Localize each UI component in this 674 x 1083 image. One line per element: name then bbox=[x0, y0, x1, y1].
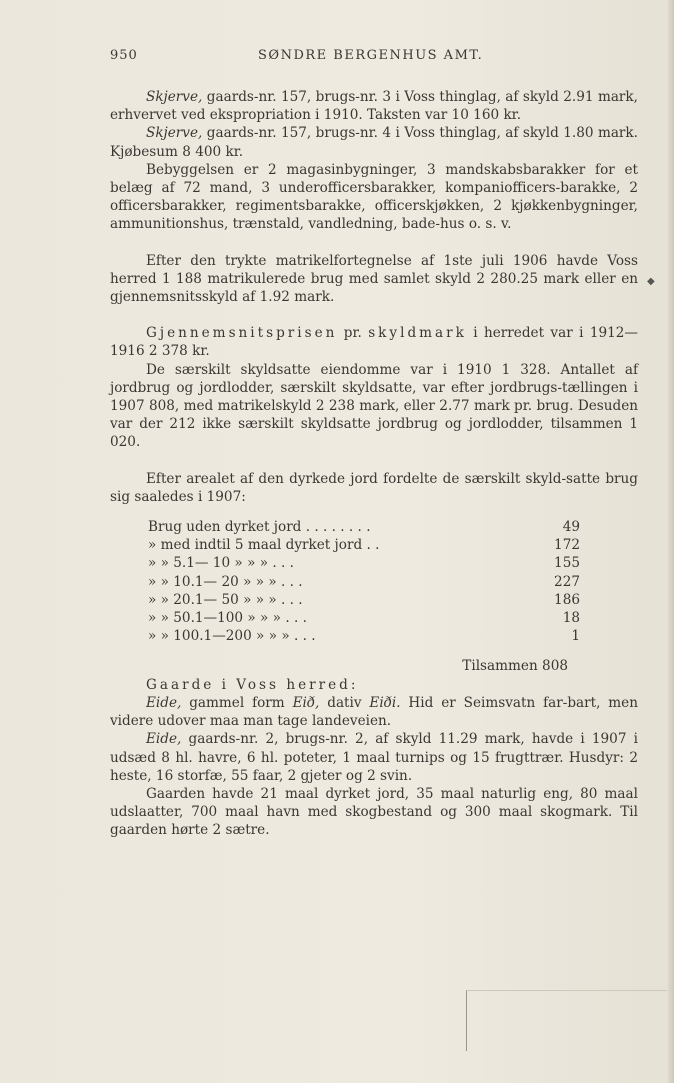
table-row bbox=[148, 609, 580, 627]
row-value: 49 bbox=[562, 519, 580, 536]
table-row bbox=[148, 518, 580, 536]
place-name: Eide, bbox=[146, 694, 182, 711]
paragraph-text: gammel form bbox=[181, 694, 293, 711]
paragraph-bebyggelse: Bebyggelsen er 2 magasinbygninger, 3 mandskabsbarakker for et belæg af 72 mand, 3 underofficersbarakker, kompaniofficers-barakke, 2 officersbarakker, regimentsbarakke, officerskjøkken, 2 kjøkkenbygninger, ammunitionshus, trænstald, vandledning, bade-hus o. s. v. bbox=[110, 161, 638, 233]
row-label: » » 50.1—100 » » » . . . bbox=[148, 610, 307, 627]
paragraph-text: gaards-nr. 157, brugs-nr. 3 i Voss thinglag, af skyld 2.91 mark, erhvervet ved ekspropriation i 1910. Taksten var 10 160 kr. bbox=[110, 89, 638, 124]
paragraph-text: gaards-nr. 157, brugs-nr. 4 i Voss thinglag, af skyld 1.80 mark. Kjøbesum 8 400 kr. bbox=[110, 125, 638, 160]
table-row bbox=[148, 591, 580, 609]
place-name: Eide, bbox=[146, 731, 182, 748]
row-label: » » 10.1— 20 » » » . . . bbox=[148, 573, 303, 590]
spaced-term: skyldmark bbox=[368, 325, 467, 342]
row-label: » » 5.1— 10 » » » . . . bbox=[148, 555, 294, 572]
page-body bbox=[110, 88, 638, 840]
row-label: » med indtil 5 maal dyrket jord . . bbox=[148, 537, 380, 554]
running-title: SØNDRE BERGENHUS AMT. bbox=[258, 48, 484, 63]
paragraph-arealet: Efter arealet af den dyrkede jord fordelte de særskilt skyld-satte brug sig saaledes i 1907: bbox=[110, 470, 638, 505]
table-row bbox=[148, 554, 580, 572]
paragraph-text: dativ bbox=[319, 694, 370, 711]
spaced-term: Gjennemsnitsprisen bbox=[146, 325, 338, 342]
row-value: 172 bbox=[554, 537, 580, 554]
brug-table bbox=[148, 518, 580, 645]
paragraph-text: pr. bbox=[337, 325, 369, 342]
place-name: Eið, bbox=[292, 694, 320, 711]
table-row bbox=[148, 536, 580, 554]
row-label: Brug uden dyrket jord . . . . . . . . bbox=[148, 519, 371, 536]
table-total: Tilsammen 808 bbox=[462, 658, 568, 675]
page-number: 950 bbox=[110, 48, 138, 63]
paragraph-matrikel: Efter den trykte matrikelfortegnelse af 1ste juli 1906 havde Voss herred 1 188 matrikulerede brug med samlet skyld 2 280.25 mark eller en gjennemsnitsskyld af 1.92 mark. bbox=[110, 252, 638, 306]
row-label: » » 20.1— 50 » » » . . . bbox=[148, 591, 303, 608]
table-row bbox=[148, 627, 580, 645]
paragraph-text: i herredet var i 1912—1916 2 378 kr. bbox=[110, 325, 639, 360]
library-stamp-frame bbox=[466, 990, 667, 1051]
table-row bbox=[148, 573, 580, 591]
place-name: Eiði. bbox=[369, 694, 401, 711]
paragraph-eide-areal: Gaarden havde 21 maal dyrket jord, 35 maal naturlig eng, 80 maal udslaatter, 700 maal havn med skogbestand og 300 maal skogmark. Til gaarden hørte 2 sætre. bbox=[110, 785, 638, 839]
section-heading: Gaarde i Voss herred: bbox=[146, 676, 359, 693]
row-value: 1 bbox=[571, 628, 580, 645]
paragraph-eide-brug bbox=[110, 730, 638, 785]
row-value: 155 bbox=[554, 555, 580, 572]
paragraph-gjennemsnitspris bbox=[110, 324, 638, 360]
row-label: » » 100.1—200 » » » . . . bbox=[148, 628, 316, 645]
paragraph-text: gaards-nr. 2, brugs-nr. 2, af skyld 11.29 mark, havde i 1907 i udsæd 8 hl. havre, 6 hl. poteter, 1 maal turnips og 15 frugttrær. Husdyr: 2 heste, 16 storfæ, 55 faar, 2 gjeter og 2 svin. bbox=[110, 731, 638, 784]
row-value: 186 bbox=[554, 591, 580, 608]
place-name: Skjerve, bbox=[146, 89, 203, 105]
paragraph-text: Hid er Seimsvatn far-bart, men videre udover maa man tage landeveien. bbox=[110, 694, 638, 730]
paragraph-skjerve-4 bbox=[110, 124, 638, 160]
row-value: 18 bbox=[562, 610, 580, 627]
page-edge bbox=[668, 0, 674, 1083]
paragraph-eide-name bbox=[110, 694, 638, 730]
row-value: 227 bbox=[554, 573, 580, 590]
place-name: Skjerve, bbox=[146, 125, 203, 142]
paragraph-skjerve-3 bbox=[110, 88, 638, 124]
margin-mark-icon: ◆ bbox=[647, 276, 655, 287]
paragraph-eiendomme: De særskilt skyldsatte eiendomme var i 1910 1 328. Antallet af jordbrug og jordlodder, særskilt skyldsatte, var efter jordbrugs-tællingen i 1907 808, med matrikelskyld 2 238 mark, eller 2.77 mark pr. brug. Desuden var der 212 ikke særskilt skyldsatte jordbrug og jordlodder, tilsammen 1 020. bbox=[110, 361, 638, 451]
